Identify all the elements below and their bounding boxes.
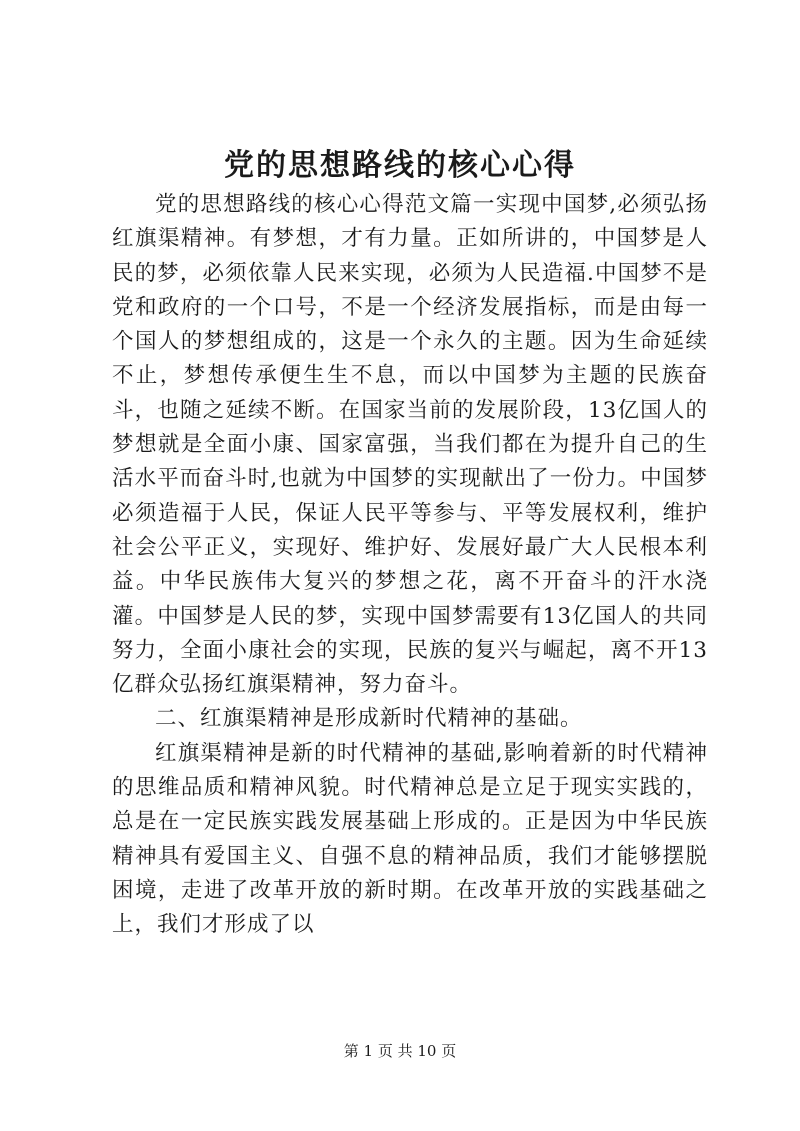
paragraph-1: 党的思想路线的核心心得范文篇一实现中国梦,必须弘扬红旗渠精神。有梦想，才有力量。正如所讲的，中国梦是人民的梦，必须依靠人民来实现，必须为人民造福.中国梦不是党和政府的一个口号，不是一个经济发展指标，而是由每一个国人的梦想组成的，这是一个永久的主题。因为生命延续不止，梦想传承便生生不息，而以中国梦为主题的民族奋斗，也随之延续不断。在国家当前的发展阶段，13亿国人的梦想就是全面小康、国家富强，当我们都在为提升自己的生活水平而奋斗时,也就为中国梦的实现献出了一份力。中国梦必须造福于人民，保证人民平等参与、平等发展权利，维护社会公平正义，实现好、维护好、发展好最广大人民根本利益。中华民族伟大复兴的梦想之花，离不开奋斗的汗水浇灌。中国梦是人民的梦，实现中国梦需要有13亿国人的共同努力，全面小康社会的实现，民族的复兴与崛起，离不开13亿群众弘扬红旗渠精神，努力奋斗。 xyxy=(112,192,708,698)
document-title: 党的思想路线的核心心得 xyxy=(224,148,576,183)
document-body xyxy=(112,188,708,943)
page-number-footer: 第 1 页 共 10 页 xyxy=(343,1042,457,1060)
paragraph-2: 二、红旗渠精神是形成新时代精神的基础。 xyxy=(155,706,583,732)
paragraph-3: 红旗渠精神是新的时代精神的基础,影响着新的时代精神的思维品质和精神风貌。时代精神总是立足于现实实践的，总是在一定民族实践发展基础上形成的。正是因为中华民族精神具有爱国主义、自强不息的精神品质，我们才能够摆脱困境，走进了改革开放的新时期。在改革开放的实践基础之上，我们才形成了以 xyxy=(112,740,708,938)
